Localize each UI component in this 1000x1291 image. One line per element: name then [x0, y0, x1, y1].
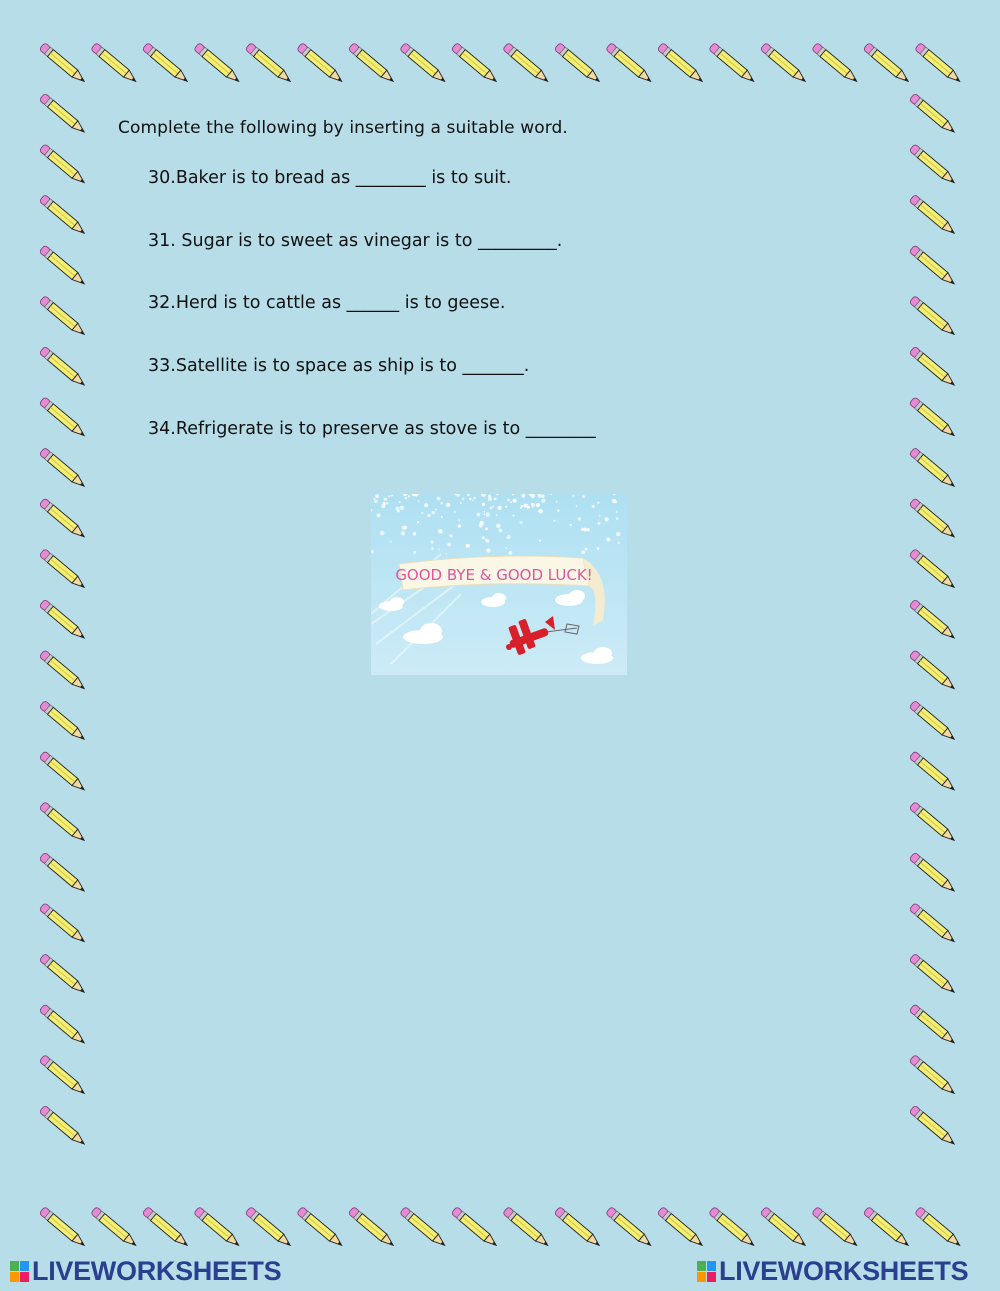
instruction-text: Complete the following by inserting a suitable word. — [118, 118, 568, 138]
pencil-icon — [39, 296, 88, 339]
pencil-icon — [91, 1207, 140, 1250]
pencil-icon — [909, 194, 958, 237]
pencil-icon — [503, 43, 552, 86]
pencil-icon — [39, 549, 88, 592]
pencil-icon — [915, 1207, 964, 1250]
pencil-icon — [39, 852, 88, 895]
pencil-icon — [39, 953, 88, 996]
pencil-icon — [760, 43, 809, 86]
pencil-icon — [39, 144, 88, 187]
pencil-icon — [909, 346, 958, 389]
pencil-icon — [194, 43, 243, 86]
pencil-icon — [909, 144, 958, 187]
pencil-icon — [709, 43, 758, 86]
pencil-icon — [657, 43, 706, 86]
pencil-icon — [760, 1207, 809, 1250]
pencil-icon — [909, 953, 958, 996]
pencil-icon — [348, 1207, 397, 1250]
pencil-icon — [194, 1207, 243, 1250]
pencil-icon — [39, 447, 88, 490]
liveworksheets-logo-icon — [10, 1261, 30, 1283]
pencil-icon — [863, 1207, 912, 1250]
pencil-icon — [142, 43, 191, 86]
pencil-icon — [909, 599, 958, 642]
pencil-icon — [39, 903, 88, 946]
pencil-icon — [909, 498, 958, 541]
pencil-icon — [909, 245, 958, 288]
pencil-icon — [812, 1207, 861, 1250]
question-30: 30.Baker is to bread as ________ is to suit. — [148, 168, 512, 188]
question-33: 33.Satellite is to space as ship is to _______. — [148, 356, 530, 376]
brand-text: LIVEWORKSHEETS — [32, 1256, 282, 1286]
pencil-icon — [909, 296, 958, 339]
pencil-icon — [39, 802, 88, 845]
pencil-icon — [39, 650, 88, 693]
question-34: 34.Refrigerate is to preserve as stove is to ________ — [148, 419, 596, 439]
pencil-icon — [39, 700, 88, 743]
pencil-icon — [503, 1207, 552, 1250]
pencil-icon — [39, 1207, 88, 1250]
pencil-icon — [909, 447, 958, 490]
liveworksheets-logo-icon — [697, 1261, 717, 1283]
question-31: 31. Sugar is to sweet as vinegar is to _________. — [148, 231, 563, 251]
pencil-icon — [142, 1207, 191, 1250]
pencil-icon — [39, 1055, 88, 1098]
pencil-icon — [606, 1207, 655, 1250]
pencil-icon — [554, 43, 603, 86]
pencil-icon — [909, 650, 958, 693]
brand-right — [697, 1256, 968, 1287]
pencil-icon — [909, 802, 958, 845]
pencil-icon — [909, 549, 958, 592]
pencil-icon — [915, 43, 964, 86]
pencil-icon — [909, 397, 958, 440]
pencil-icon — [400, 1207, 449, 1250]
pencil-icon — [297, 1207, 346, 1250]
pencil-icon — [909, 93, 958, 136]
brand-left — [10, 1256, 281, 1287]
pencil-icon — [451, 43, 500, 86]
pencil-icon — [554, 1207, 603, 1250]
pencil-icon — [863, 43, 912, 86]
banner-text: GOOD BYE & GOOD LUCK! — [395, 566, 593, 584]
pencil-icon — [39, 1004, 88, 1047]
pencil-icon — [39, 194, 88, 237]
pencil-icon — [400, 43, 449, 86]
pencil-icon — [909, 903, 958, 946]
pencil-icon — [348, 43, 397, 86]
pencil-icon — [245, 1207, 294, 1250]
pencil-icon — [909, 852, 958, 895]
pencil-icon — [245, 43, 294, 86]
goodbye-banner-image — [371, 494, 627, 675]
brand-text: LIVEWORKSHEETS — [719, 1256, 969, 1286]
pencil-icon — [39, 397, 88, 440]
pencil-icon — [39, 599, 88, 642]
pencil-icon — [451, 1207, 500, 1250]
pencil-icon — [709, 1207, 758, 1250]
question-32: 32.Herd is to cattle as ______ is to geese. — [148, 293, 506, 313]
pencil-icon — [909, 1004, 958, 1047]
pencil-icon — [909, 1105, 958, 1148]
pencil-icon — [39, 1105, 88, 1148]
pencil-icon — [39, 245, 88, 288]
pencil-icon — [606, 43, 655, 86]
pencil-icon — [39, 751, 88, 794]
pencil-icon — [909, 700, 958, 743]
pencil-icon — [909, 751, 958, 794]
pencil-icon — [39, 498, 88, 541]
pencil-icon — [91, 43, 140, 86]
pencil-icon — [39, 43, 88, 86]
pencil-icon — [909, 1055, 958, 1098]
pencil-icon — [812, 43, 861, 86]
pencil-icon — [39, 346, 88, 389]
pencil-icon — [657, 1207, 706, 1250]
pencil-icon — [39, 93, 88, 136]
pencil-icon — [297, 43, 346, 86]
